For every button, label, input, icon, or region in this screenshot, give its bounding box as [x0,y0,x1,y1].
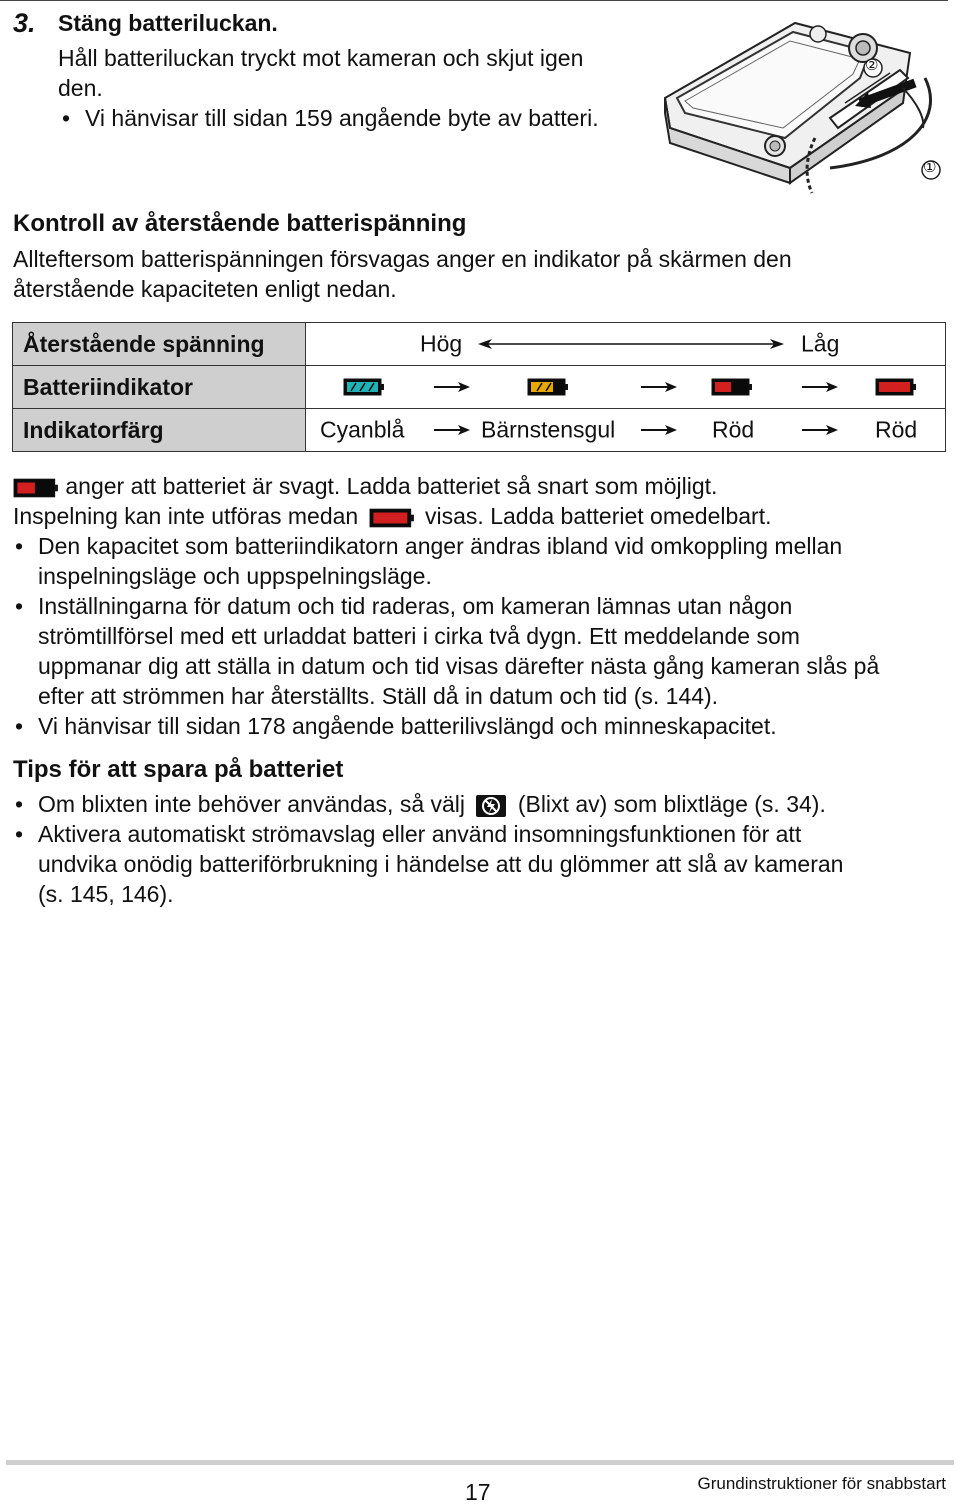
indicator-icons-cell [306,366,946,409]
table-row-voltage [13,323,946,366]
note-line1 [13,471,943,501]
arrow-icon [641,381,677,393]
battery-intro-line2: återstående kapaciteten enligt nedan. [13,276,397,302]
arrow-icon [641,424,677,436]
list-item-line: inspelningsläge och uppspelningsläge. [38,563,432,589]
tips-heading: Tips för att spara på batteriet [13,756,344,783]
callout-1: ① [923,159,937,176]
voltage-scale-cell [306,323,946,366]
footer-title: Grundinstruktioner för snabbstart [697,1474,946,1493]
note-line2-text-b: visas. Ladda batteriet omedelbart. [425,503,772,529]
step-bullet [60,103,680,133]
color-cyan-label: Cyanblå [320,416,405,443]
step-title: Stäng batteriluckan. [58,10,278,36]
battery-icon [875,377,917,397]
battery-icon [527,377,569,397]
tips-bullet1-text-b: (Blixt av) som blixtläge (s. 34). [517,791,826,817]
list-item [13,789,948,819]
color-amber-label: Bärnstensgul [481,416,616,443]
camera-illustration [655,8,950,198]
list-item [13,531,948,591]
note-line2 [13,501,943,531]
list-item-line: • Vi hänvisar till sidan 178 angående batterilivslängd och minneskapacitet. [38,713,777,739]
page-number: 17 [465,1479,491,1505]
battery-section-heading: Kontroll av återstående batterispänning [13,210,467,237]
arrow-icon [802,381,838,393]
list-item [13,591,948,711]
list-item-line: uppmanar dig att ställa in datum och tid visas därefter nästa gång kameran slås på [38,653,880,679]
list-item-line: (s. 145, 146). [38,881,174,907]
color-red-label: Röd [712,416,755,443]
list-item-line: • Inställningarna för datum och tid raderas, om kameran lämnas utan någon [38,593,793,619]
list-item-line: efter att strömmen har återställts. Ställ då in datum och tid (s. 144). [38,683,719,709]
table-row-indicator [13,366,946,409]
note-line2-text-a: Inspelning kan inte utföras medan [13,503,359,529]
list-item [13,711,948,741]
camera-battery-door-illustration-icon [655,8,950,198]
high-label: Hög [420,330,463,357]
battery-icon [13,477,59,499]
battery-intro-line1: Allteftersom batterispänningen försvagas anger en indikator på skärmen den [13,246,792,272]
step-text-line2: den. [58,75,103,101]
color-red-label: Röd [875,416,918,443]
tips-bullet-list [13,789,948,909]
list-item-line: undvika onödig batteriförbrukning i händelse att du glömmer att slå av kameran [38,851,844,877]
label-remaining-voltage: Återstående spänning [13,323,306,366]
arrow-icon [434,424,470,436]
battery-icon [711,377,753,397]
note-line1-text: anger att batteriet är svagt. Ladda batteriet så snart som möjligt. [65,473,718,499]
label-indicator-color: Indikatorfärg [13,409,306,452]
list-item-line: • Aktivera automatiskt strömavslag eller använd insomningsfunktionen för att [38,821,802,847]
table-row-color [13,409,946,452]
low-label: Låg [801,330,840,357]
battery-icon [369,507,415,529]
arrow-icon [434,381,470,393]
arrow-icon [802,424,838,436]
battery-table [12,322,946,452]
notes-bullet-list [13,531,948,741]
callout-2: ② [865,57,879,74]
list-item [13,819,948,909]
list-item-line: • Den kapacitet som batteriindikatorn anger ändras ibland vid omkoppling mellan [38,533,843,559]
list-item-line: strömtillförsel med ett urladdat batteri i cirka två dygn. Ett meddelande som [38,623,800,649]
label-battery-indicator: Batteriindikator [13,366,306,409]
battery-icon [343,377,385,397]
tips-bullet1-text-a: Om blixten inte behöver användas, så välj [38,791,466,817]
double-arrow-icon [478,337,784,351]
indicator-colors-cell [306,409,946,452]
step-number: 3. [13,8,36,38]
step-text-line1: Håll batteriluckan tryckt mot kameran och skjut igen [58,45,584,71]
top-rule [0,0,948,1]
flash-off-icon [475,794,507,818]
step-bullet-text: • Vi hänvisar till sidan 159 angående byte av batteri. [60,103,680,133]
footer-divider [6,1460,954,1465]
